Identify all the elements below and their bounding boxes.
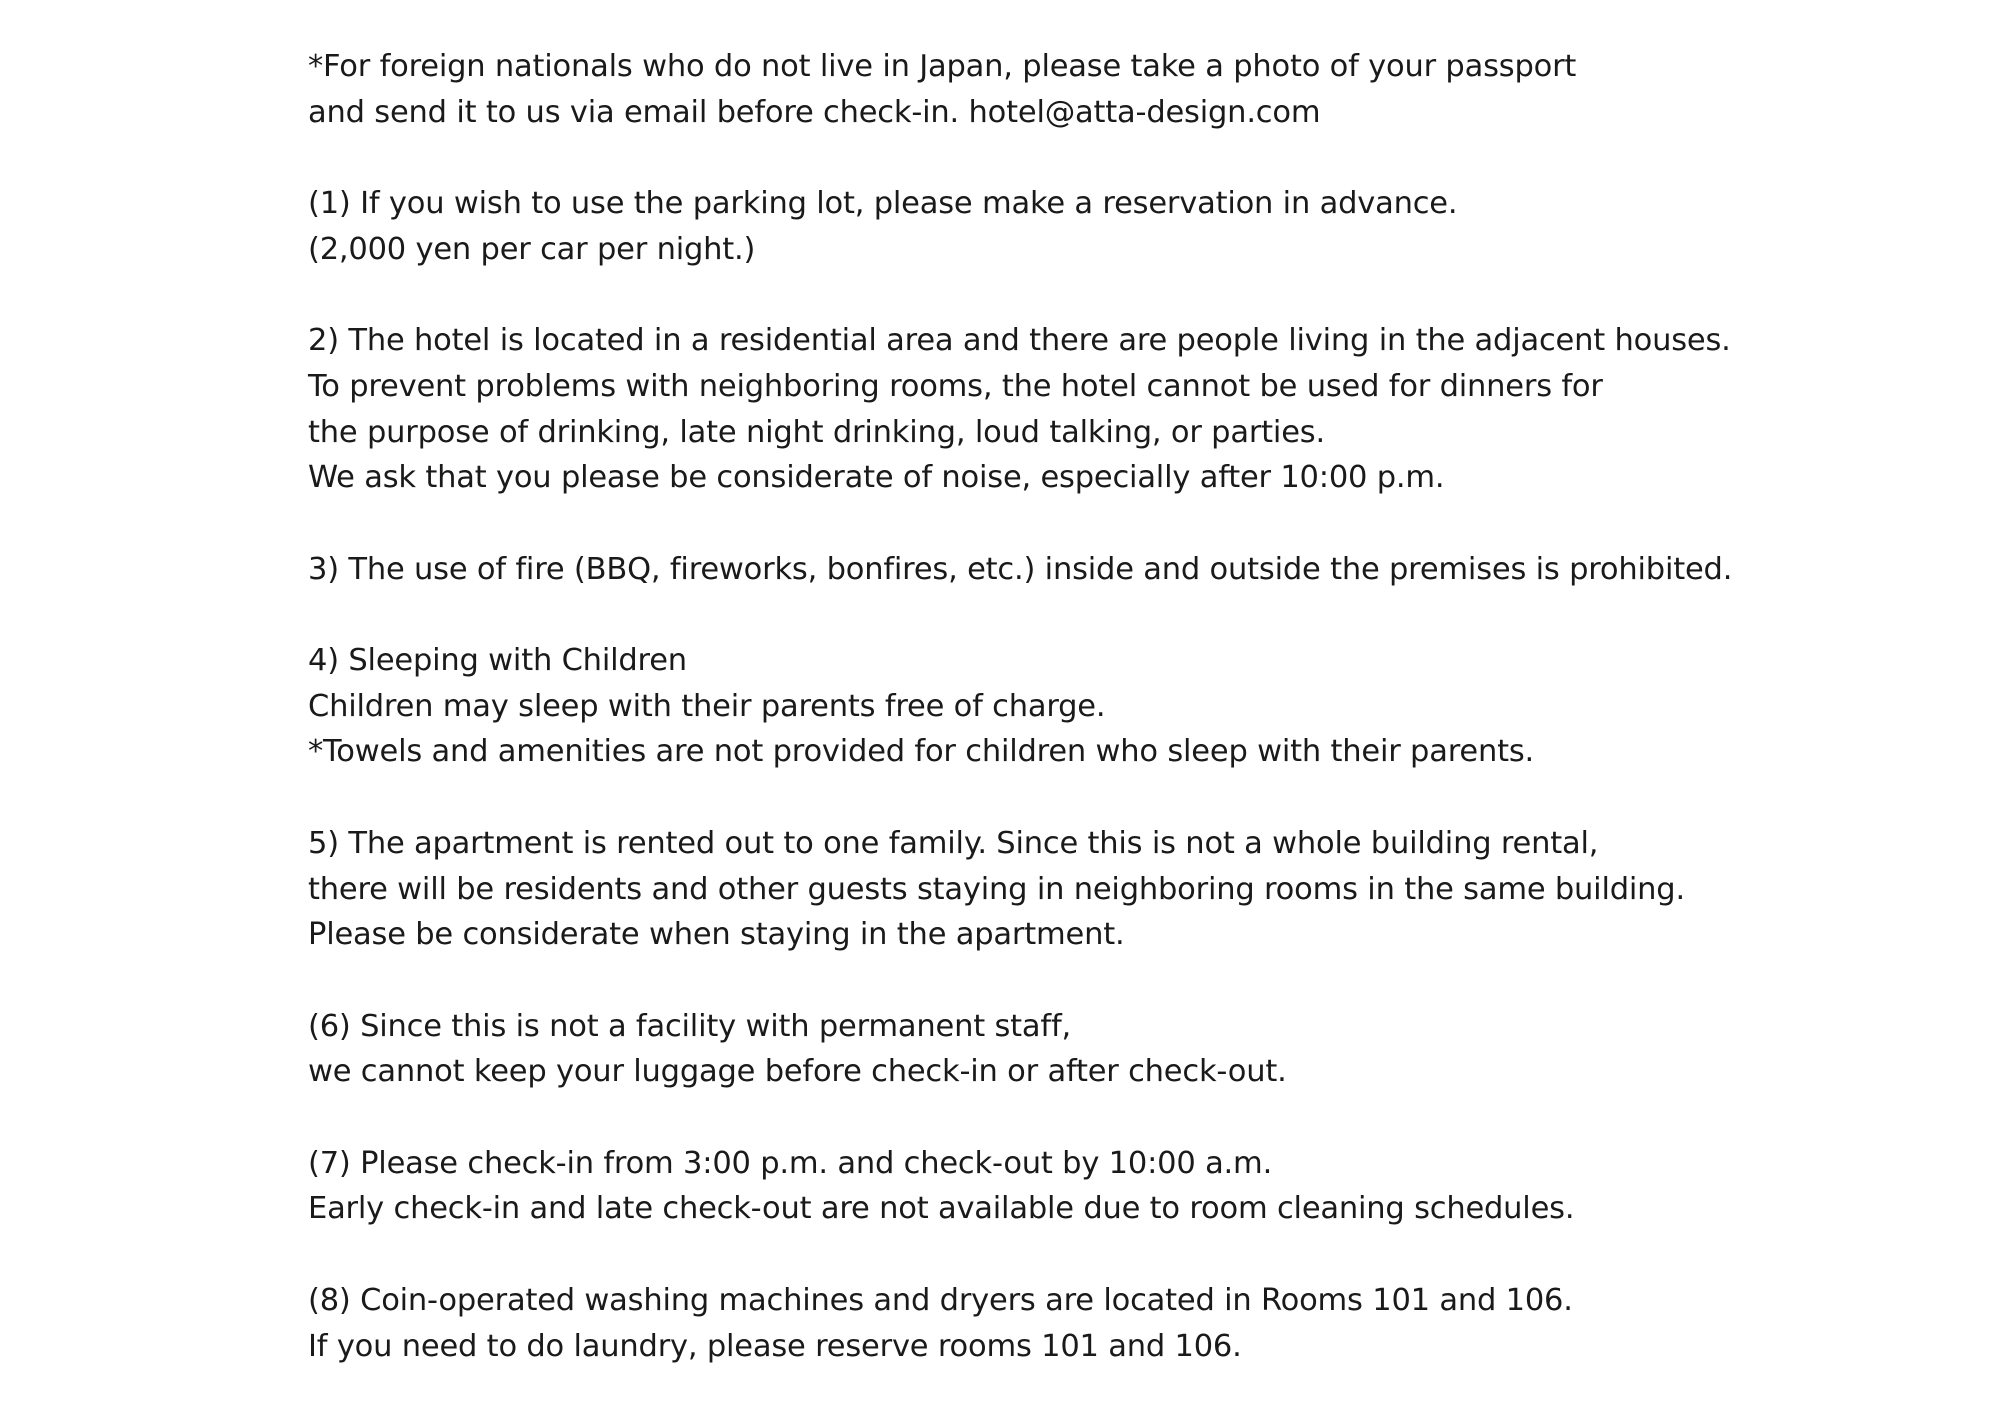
- text-line: we cannot keep your luggage before check-in or after check-out.: [308, 1054, 1287, 1090]
- text-line: (7) Please check-in from 3:00 p.m. and check-out by 10:00 a.m.: [308, 1145, 1273, 1181]
- text-line: Early check-in and late check-out are not available due to room cleaning schedules.: [308, 1191, 1575, 1227]
- text-line: and send it to us via email before check-in. hotel@atta-design.com: [308, 94, 1321, 130]
- text-line: 3) The use of fire (BBQ, fireworks, bonfires, etc.) inside and outside the premises is prohibited.: [308, 551, 1733, 587]
- text-line: 5) The apartment is rented out to one family. Since this is not a whole building rental,: [308, 825, 1599, 861]
- text-line: (8) Coin-operated washing machines and dryers are located in Rooms 101 and 106.: [308, 1282, 1573, 1318]
- text-line: (6) Since this is not a facility with permanent staff,: [308, 1008, 1071, 1044]
- text-line: the purpose of drinking, late night drinking, loud talking, or parties.: [308, 414, 1325, 450]
- text-line: (1) If you wish to use the parking lot, please make a reservation in advance.: [308, 186, 1458, 222]
- rule-fire-prohibited: [308, 547, 1948, 593]
- rule-apartment-rental: [308, 821, 1948, 958]
- text-line: Children may sleep with their parents free of charge.: [308, 688, 1106, 724]
- text-line: To prevent problems with neighboring rooms, the hotel cannot be used for dinners for: [308, 368, 1603, 404]
- rule-parking: [308, 181, 1948, 272]
- text-line: *For foreign nationals who do not live in Japan, please take a photo of your passport: [308, 49, 1577, 84]
- text-line: 2) The hotel is located in a residential area and there are people living in the adjacent houses.: [308, 323, 1731, 359]
- text-line: If you need to do laundry, please reserve rooms 101 and 106.: [308, 1328, 1242, 1364]
- rule-residential-area: [308, 318, 1948, 501]
- text-line: 4) Sleeping with Children: [308, 643, 687, 679]
- text-line: (2,000 yen per car per night.): [308, 231, 756, 267]
- house-rules-text: [308, 44, 1948, 1369]
- rule-luggage: [308, 1004, 1948, 1095]
- text-line: there will be residents and other guests staying in neighboring rooms in the same building.: [308, 871, 1685, 907]
- rule-check-in-times: [308, 1141, 1948, 1232]
- passport-note: [308, 44, 1948, 135]
- text-line: *Towels and amenities are not provided for children who sleep with their parents.: [308, 734, 1535, 770]
- rule-laundry: [308, 1278, 1948, 1369]
- text-line: We ask that you please be considerate of noise, especially after 10:00 p.m.: [308, 460, 1445, 496]
- rule-sleeping-with-children: [308, 638, 1948, 775]
- text-line: Please be considerate when staying in the apartment.: [308, 917, 1125, 953]
